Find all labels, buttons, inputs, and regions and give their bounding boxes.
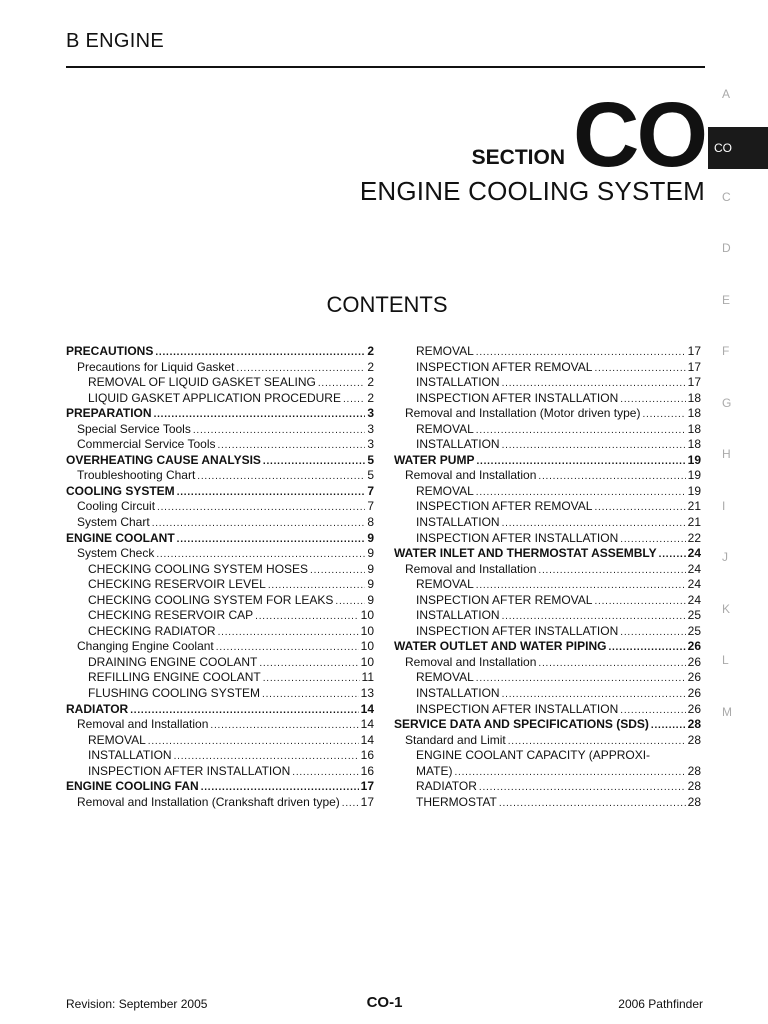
toc-entry-link[interactable] [394, 608, 701, 624]
toc-entry-link[interactable] [394, 702, 701, 718]
section-index-tabs [708, 84, 768, 753]
toc-entry-page: 28 [687, 717, 701, 732]
toc-entry-title: INSPECTION AFTER REMOVAL [416, 592, 593, 607]
toc-entry-title: RADIATOR [66, 701, 129, 716]
toc-entry-title: ENGINE COOLING FAN [66, 779, 199, 794]
footer-page-number: CO-1 [366, 994, 403, 1011]
toc-entry-page: 22 [687, 530, 701, 545]
toc-entry-page: 21 [687, 499, 701, 514]
toc-leader-dots [193, 422, 365, 439]
toc-entry-page: 24 [687, 577, 701, 592]
toc-section-link[interactable] [66, 484, 374, 500]
toc-leader-dots [594, 593, 685, 610]
toc-leader-dots [620, 624, 685, 641]
toc-entry-link[interactable] [394, 406, 701, 422]
toc-entry-link[interactable] [394, 360, 701, 376]
toc-leader-dots [594, 360, 685, 377]
toc-entry-title: Standard and Limit [405, 732, 506, 747]
toc-entry-page: 19 [687, 483, 701, 498]
toc-leader-dots [502, 515, 686, 532]
toc-section-link[interactable] [66, 406, 374, 422]
toc-entry-link[interactable] [66, 795, 374, 811]
toc-leader-dots [152, 515, 366, 532]
toc-entry-link[interactable] [394, 764, 701, 780]
header-divider [66, 66, 705, 68]
toc-entry-page: 9 [367, 561, 374, 576]
toc-entry-link[interactable] [394, 686, 701, 702]
toc-entry-title: INSPECTION AFTER INSTALLATION [416, 701, 619, 716]
toc-entry-title: WATER OUTLET AND WATER PIPING [394, 639, 607, 654]
toc-entry-title: INSTALLATION [416, 608, 500, 623]
toc-entry-title: Precautions for Liquid Gasket [77, 359, 235, 374]
toc-entry-title: Commercial Service Tools [77, 437, 216, 452]
toc-entry-page: 14 [360, 732, 374, 747]
section-code: CO [573, 84, 705, 186]
toc-leader-dots [210, 717, 358, 734]
toc-entry-link[interactable] [394, 515, 701, 531]
toc-entry-title: System Check [77, 546, 155, 561]
toc-entry-title: REMOVAL [416, 577, 474, 592]
toc-entry-page: 10 [360, 639, 374, 654]
toc-entry-title: INSTALLATION [416, 515, 500, 530]
toc-entry-title: SERVICE DATA AND SPECIFICATIONS (SDS) [394, 717, 649, 732]
toc-entry-title: REMOVAL [88, 732, 146, 747]
toc-entry-page: 26 [687, 639, 701, 654]
toc-leader-dots [318, 375, 365, 392]
toc-entry-title: Removal and Installation [405, 654, 537, 669]
toc-entry-link[interactable] [394, 748, 701, 764]
toc-entry-link[interactable] [66, 764, 374, 780]
toc-section-link[interactable] [394, 453, 701, 469]
toc-leader-dots [154, 406, 366, 423]
toc-entry-page: 26 [687, 701, 701, 716]
toc-entry-page: 2 [367, 359, 374, 374]
toc-leader-dots [177, 531, 366, 548]
toc-entry-title: WATER PUMP [394, 452, 475, 467]
toc-entry-title: ENGINE COOLANT [66, 530, 175, 545]
toc-entry-link[interactable] [394, 624, 701, 640]
toc-entry-link[interactable] [66, 748, 374, 764]
toc-entry-page: 2 [367, 375, 374, 390]
toc-entry-link[interactable] [394, 437, 701, 453]
toc-entry-title: INSPECTION AFTER INSTALLATION [88, 763, 291, 778]
toc-entry-link[interactable] [394, 531, 701, 547]
toc-entry-page: 21 [687, 515, 701, 530]
toc-entry-title: CHECKING RESERVOIR CAP [88, 608, 254, 623]
toc-leader-dots [335, 593, 365, 610]
toc-entry-title: Troubleshooting Chart [77, 468, 196, 483]
toc-entry-link[interactable] [394, 795, 701, 811]
toc-entry-page: 9 [367, 577, 374, 592]
toc-entry-title: WATER INLET AND THERMOSTAT ASSEMBLY [394, 546, 657, 561]
toc-entry-title: Cooling Circuit [77, 499, 156, 514]
toc-section-link[interactable] [66, 344, 374, 360]
toc-entry-title: Removal and Installation (Crankshaft driven type) [77, 794, 340, 809]
toc-entry-title: REMOVAL [416, 344, 474, 358]
toc-entry-title: REMOVAL [416, 421, 474, 436]
toc-entry-page: 8 [367, 515, 374, 530]
toc-section-link[interactable] [66, 702, 374, 718]
toc-entry-link[interactable] [394, 733, 701, 749]
toc-entry-page: 19 [687, 468, 701, 483]
toc-entry-title: Removal and Installation [77, 717, 209, 732]
toc-entry-title: CHECKING COOLING SYSTEM FOR LEAKS [88, 592, 334, 607]
toc-entry-title: INSTALLATION [416, 686, 500, 701]
toc-leader-dots [156, 546, 365, 563]
toc-entry-page: 5 [367, 452, 374, 467]
toc-leader-dots [476, 453, 685, 470]
toc-entry-link[interactable] [394, 375, 701, 391]
toc-entry-link[interactable] [66, 593, 374, 609]
toc-entry-title: CHECKING COOLING SYSTEM HOSES [88, 561, 309, 576]
toc-entry-page: 18 [687, 406, 701, 421]
section-tab-j[interactable]: J [722, 550, 728, 564]
header-title: B ENGINE [66, 30, 164, 52]
toc-entry-title: INSPECTION AFTER REMOVAL [416, 359, 593, 374]
section-tab-e[interactable]: E [722, 292, 731, 307]
toc-leader-dots [620, 702, 685, 719]
toc-entry-page: 3 [367, 421, 374, 436]
toc-entry-title: PRECAUTIONS [66, 344, 154, 358]
toc-entry-title: INSPECTION AFTER INSTALLATION [416, 390, 619, 405]
toc-entry-page: 24 [687, 561, 701, 576]
section-tab-d[interactable]: D [722, 241, 731, 255]
toc-entry-page: 26 [687, 670, 701, 685]
toc-leader-dots [177, 484, 366, 501]
toc-entry-link[interactable] [66, 655, 374, 671]
toc-entry-title: MATE) [416, 763, 453, 778]
section-tab-k[interactable]: K [722, 601, 731, 616]
toc-section-link[interactable] [66, 779, 374, 795]
toc-entry-title: ENGINE COOLANT CAPACITY (APPROXI- [416, 748, 651, 763]
toc-entry-page: 26 [687, 686, 701, 701]
toc-entry-page: 16 [360, 763, 374, 778]
toc-entry-page: 17 [687, 375, 701, 390]
toc-leader-dots [174, 748, 359, 765]
toc-entry-link[interactable] [394, 422, 701, 438]
toc-entry-title: INSPECTION AFTER INSTALLATION [416, 530, 619, 545]
toc-entry-link[interactable] [66, 422, 374, 438]
section-tab-l[interactable]: L [722, 653, 729, 667]
toc-entry-link[interactable] [66, 608, 374, 624]
toc-leader-dots [659, 546, 686, 563]
toc-entry-page: 10 [360, 623, 374, 638]
section-tab-c[interactable]: C [722, 189, 731, 204]
toc-entry-link[interactable] [66, 515, 374, 531]
toc-entry-title: DRAINING ENGINE COOLANT [88, 654, 258, 669]
page-footer [66, 994, 703, 1014]
toc-leader-dots [148, 733, 359, 750]
toc-entry-page: 17 [687, 359, 701, 374]
toc-entry-page: 17 [687, 344, 701, 358]
toc-entry-title: Removal and Installation [405, 468, 537, 483]
toc-entry-page: 24 [687, 592, 701, 607]
toc-entry-link[interactable] [394, 655, 701, 671]
toc-entry-page: 11 [361, 670, 374, 685]
toc-leader-dots [263, 670, 360, 687]
toc-entry-page: 28 [687, 779, 701, 794]
toc-entry-title: INSTALLATION [416, 375, 500, 390]
toc-entry-link[interactable] [66, 562, 374, 578]
section-subtitle: ENGINE COOLING SYSTEM [359, 176, 705, 206]
toc-leader-dots [538, 562, 685, 579]
toc-entry-page: 16 [360, 748, 374, 763]
toc-entry-title: FLUSHING COOLING SYSTEM [88, 686, 261, 701]
toc-entry-title: OVERHEATING CAUSE ANALYSIS [66, 452, 261, 467]
toc-leader-dots [479, 779, 686, 796]
toc-entry-link[interactable] [66, 624, 374, 640]
toc-leader-dots [608, 639, 685, 656]
toc-entry-page: 14 [360, 701, 374, 716]
toc-entry-page: 3 [367, 406, 374, 421]
toc-leader-dots [218, 437, 366, 454]
toc-entry-title: LIQUID GASKET APPLICATION PROCEDURE [88, 390, 341, 405]
toc-leader-dots [620, 391, 685, 408]
section-tab-co[interactable]: CO [708, 127, 768, 169]
toc-entry-title: REMOVAL [416, 670, 474, 685]
toc-leader-dots [155, 344, 365, 361]
section-tab-g[interactable]: G [722, 395, 732, 410]
toc-entry-title: INSTALLATION [88, 748, 172, 763]
toc-entry-page: 25 [687, 623, 701, 638]
toc-entry-link[interactable] [394, 670, 701, 686]
toc-leader-dots [292, 764, 358, 781]
toc-entry-page: 24 [687, 546, 701, 561]
toc-entry-page: 10 [360, 608, 374, 623]
toc-entry-title: COOLING SYSTEM [66, 483, 175, 498]
toc-leader-dots [262, 686, 359, 703]
toc-leader-dots [343, 391, 365, 408]
toc-entry-page: 28 [687, 732, 701, 747]
toc-entry-link[interactable] [394, 484, 701, 500]
footer-revision: Revision: September 2005 [66, 997, 208, 1011]
toc-entry-title: INSPECTION AFTER INSTALLATION [416, 623, 619, 638]
toc-entry-page: 25 [687, 608, 701, 623]
toc-section-link[interactable] [66, 453, 374, 469]
toc-entry-link[interactable] [66, 670, 374, 686]
toc-section-link[interactable] [394, 546, 701, 562]
toc-leader-dots [476, 670, 686, 687]
toc-entry-page: 9 [367, 592, 374, 607]
toc-entry-link[interactable] [394, 562, 701, 578]
toc-entry-title: Removal and Installation (Motor driven type) [405, 406, 641, 421]
section-tab-a[interactable]: A [722, 87, 731, 101]
section-tab-i[interactable]: I [722, 498, 726, 513]
toc-entry-page: 26 [687, 654, 701, 669]
toc-entry-link[interactable] [66, 391, 374, 407]
toc-entry-link[interactable] [66, 375, 374, 391]
toc-entry-page: 13 [360, 686, 374, 701]
toc-entry-link[interactable] [66, 546, 374, 562]
toc-entry-page: 19 [687, 452, 701, 467]
toc-entry-page: 9 [367, 530, 374, 545]
footer-model: 2006 Pathfinder [618, 997, 703, 1011]
toc-entry-page: 17 [360, 779, 374, 794]
toc-entry-title: System Chart [77, 515, 150, 530]
toc-leader-dots [476, 484, 686, 501]
toc-leader-dots [502, 686, 686, 703]
toc-entry-link[interactable] [66, 360, 374, 376]
toc-entry-title: CHECKING RESERVOIR LEVEL [88, 577, 266, 592]
toc-entry-title: REMOVAL [416, 483, 474, 498]
toc-entry-page: 28 [687, 763, 701, 778]
toc-leader-dots [508, 733, 686, 750]
toc-leader-dots [130, 702, 358, 719]
toc-entry-link[interactable] [394, 577, 701, 593]
toc-entry-title: INSPECTION AFTER REMOVAL [416, 499, 593, 514]
toc-leader-dots [268, 577, 365, 594]
section-tab-f[interactable]: F [722, 344, 730, 358]
toc-right-column [394, 344, 701, 810]
toc-entry-page: 18 [687, 437, 701, 452]
toc-entry-link[interactable] [394, 779, 701, 795]
toc-entry-title: Removal and Installation [405, 561, 537, 576]
toc-entry-title: RADIATOR [416, 779, 477, 794]
toc-entry-link[interactable] [66, 468, 374, 484]
toc-leader-dots [476, 422, 686, 439]
toc-leader-dots [263, 453, 365, 470]
section-tab-m[interactable]: M [722, 704, 732, 719]
toc-leader-dots [502, 608, 686, 625]
toc-entry-page: 17 [360, 794, 374, 809]
toc-entry-link[interactable] [66, 717, 374, 733]
toc-entry-page: 7 [367, 499, 374, 514]
toc-entry-title: CHECKING RADIATOR [88, 623, 216, 638]
toc-entry-page: 28 [687, 794, 701, 809]
toc-left-column [66, 344, 374, 810]
toc-leader-dots [216, 639, 359, 656]
toc-entry-page: 18 [687, 421, 701, 436]
toc-entry-page: 9 [367, 546, 374, 561]
toc-entry-title: Changing Engine Coolant [77, 639, 214, 654]
toc-leader-dots [157, 499, 365, 516]
toc-leader-dots [454, 764, 685, 781]
toc-entry-link[interactable] [66, 639, 374, 655]
toc-entry-link[interactable] [66, 437, 374, 453]
toc-entry-page: 2 [367, 390, 374, 405]
toc-entry-link[interactable] [394, 593, 701, 609]
toc-leader-dots [642, 406, 685, 423]
toc-leader-dots [255, 608, 358, 625]
toc-entry-page: 18 [687, 390, 701, 405]
toc-entry-page: 2 [367, 344, 374, 358]
toc-leader-dots [651, 717, 686, 734]
toc-entry-title: REFILLING ENGINE COOLANT [88, 670, 261, 685]
toc-entry-link[interactable] [394, 468, 701, 484]
toc-leader-dots [499, 795, 686, 812]
toc-entry-link[interactable] [66, 733, 374, 749]
toc-leader-dots [218, 624, 359, 641]
toc-entry-link[interactable] [66, 577, 374, 593]
toc-leader-dots [476, 344, 686, 361]
toc-entry-link[interactable] [66, 499, 374, 515]
toc-leader-dots [476, 577, 686, 594]
section-heading [471, 84, 705, 186]
toc-leader-dots [502, 437, 686, 454]
toc-entry-page: 3 [367, 437, 374, 452]
toc-entry-link[interactable] [394, 344, 701, 360]
toc-entry-title: INSTALLATION [416, 437, 500, 452]
toc-leader-dots [538, 468, 685, 485]
toc-section-link[interactable] [394, 639, 701, 655]
toc-entry-link[interactable] [394, 499, 701, 515]
toc-leader-dots [201, 779, 359, 796]
toc-section-link[interactable] [66, 531, 374, 547]
section-label: SECTION [471, 146, 565, 169]
toc-leader-dots [538, 655, 685, 672]
toc-entry-link[interactable] [66, 686, 374, 702]
toc-leader-dots [342, 795, 359, 812]
toc-leader-dots [259, 655, 358, 672]
toc-entry-title: REMOVAL OF LIQUID GASKET SEALING [88, 375, 316, 390]
toc-section-link[interactable] [394, 717, 701, 733]
toc-entry-page: 7 [367, 483, 374, 498]
toc-entry-page: 10 [360, 654, 374, 669]
toc-entry-title: THERMOSTAT [416, 794, 497, 809]
toc-leader-dots [310, 562, 365, 579]
toc-entry-title: Special Service Tools [77, 421, 191, 436]
toc-entry-link[interactable] [394, 391, 701, 407]
toc-leader-dots [594, 499, 685, 516]
toc-leader-dots [620, 531, 685, 548]
toc-leader-dots [236, 360, 365, 377]
toc-entry-page: 14 [360, 717, 374, 732]
section-tab-h[interactable]: H [722, 447, 731, 461]
toc-entry-title: PREPARATION [66, 406, 152, 421]
toc-leader-dots [502, 375, 686, 392]
contents-heading: CONTENTS [326, 292, 448, 317]
toc-entry-page: 5 [367, 468, 374, 483]
toc-leader-dots [197, 468, 365, 485]
